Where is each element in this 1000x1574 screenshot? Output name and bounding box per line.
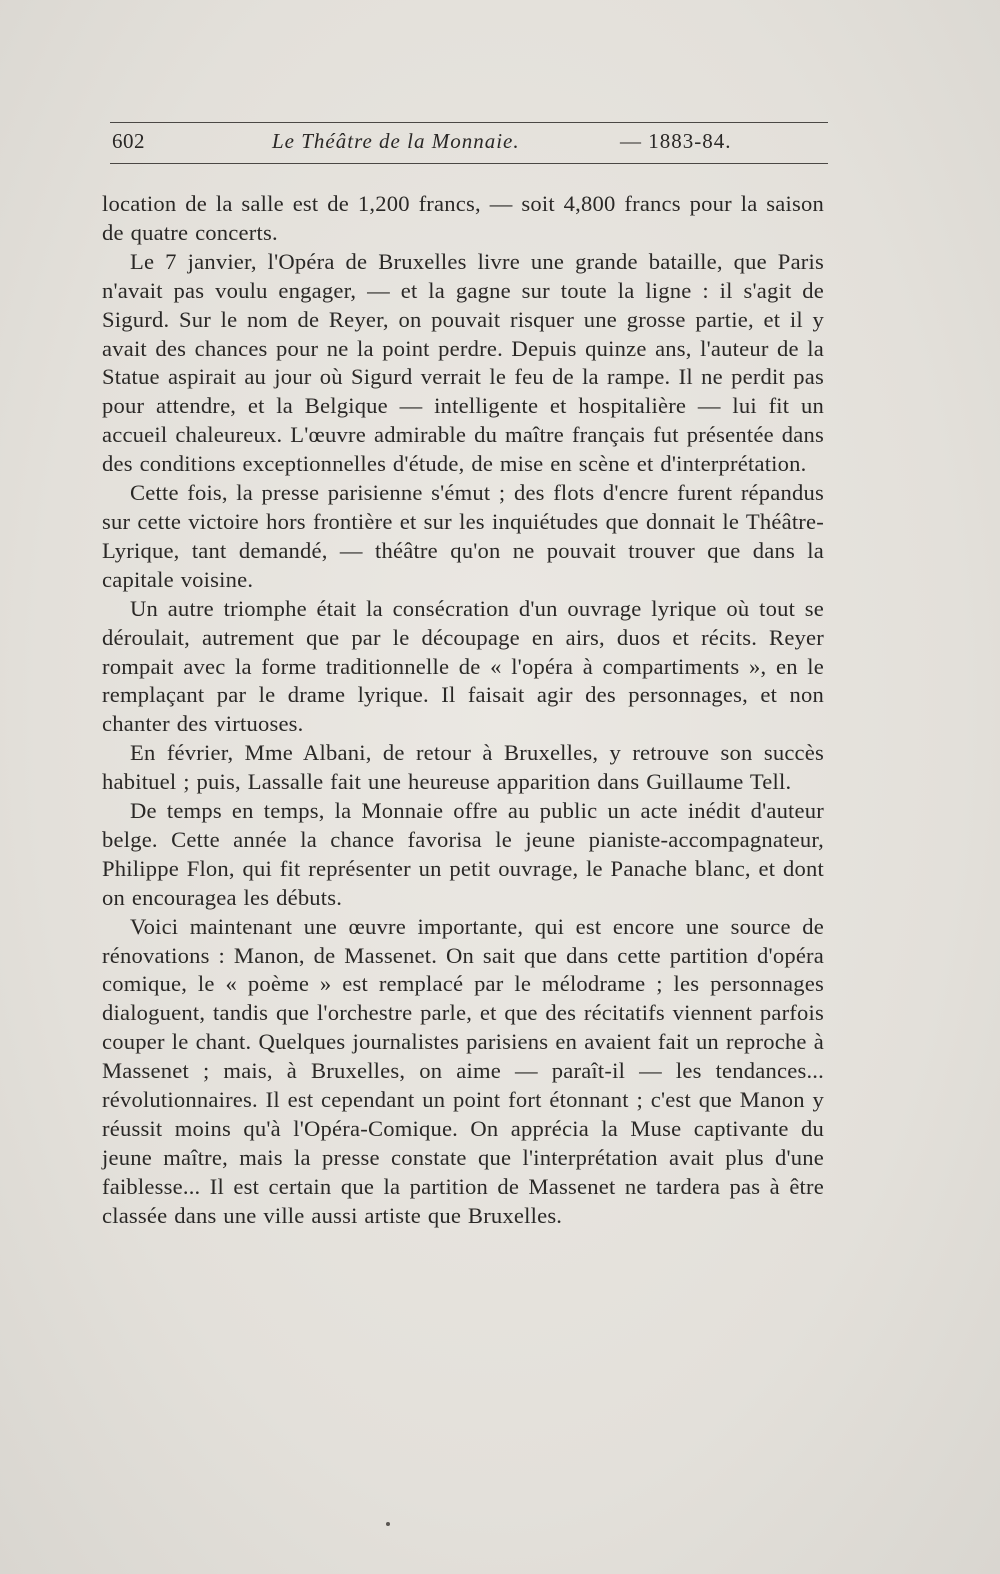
header-separator: — [620, 129, 642, 153]
paragraph-7: Voici maintenant une œuvre importante, qui est encore une source de rénovations : Manon, de Massenet. On sait que dans cette partition d'opéra comique, le « poème » est remplacé par le mélodrame ; les personnages dialoguent, tandis que l'orchestre parle, et que des récitatifs viennent parfois couper le chant. Quelques journalistes parisiens en avaient fait un reproche à Massenet ; mais, à Bruxelles, on aime — paraît-il — les tendances... révolutionnaires. Il est cependant un point fort étonnant ; c'est que Manon y réussit moins qu'à l'Opéra-Comique. On apprécia la Muse captivante du jeune maître, mais la presse constate que l'interprétation avait plus d'une faiblesse... Il est certain que la partition de Massenet ne tardera pas à être classée dans une ville aussi artiste que Bruxelles. [102, 913, 824, 1228]
paragraph-6: De temps en temps, la Monnaie offre au public un acte inédit d'auteur belge. Cette année la chance favorisa le jeune pianiste-accompagnateur, Philippe Flon, qui fit représenter un petit ouvrage, le Panache blanc, et dont on encouragea les débuts. [102, 798, 824, 910]
running-header [110, 122, 828, 164]
body-text [102, 190, 824, 1231]
running-title: Le Théâtre de la Monnaie. [272, 129, 520, 153]
header-year: 1883-84. [648, 129, 732, 153]
paragraph-3: Cette fois, la presse parisienne s'émut ; des flots d'encre furent répandus sur cette victoire hors frontière et sur les inquiétudes que donnait le Théâtre-Lyrique, tant demandé, — théâtre qu'on ne pouvait trouver que dans la capitale voisine. [102, 480, 824, 592]
paragraph-4: Un autre triomphe était la consécration d'un ouvrage lyrique où tout se déroulait, autrement que par le découpage en airs, duos et récits. Reyer rompait avec la forme traditionnelle de « l'opéra à compartiments », en le remplaçant par le drame lyrique. Il faisait agir des personnages, et non chanter des virtuoses. [102, 595, 824, 737]
paragraph-1: location de la salle est de 1,200 francs, — soit 4,800 francs pour la saison de quatre concerts. [102, 191, 824, 245]
page-number: 602 [112, 129, 145, 153]
running-year [620, 129, 732, 154]
paragraph-5: En février, Mme Albani, de retour à Bruxelles, y retrouve son succès habituel ; puis, Lassalle fait une heureuse apparition dans Guillaume Tell. [102, 740, 824, 795]
paragraph-2: Le 7 janvier, l'Opéra de Bruxelles livre une grande bataille, que Paris n'avait pas voulu engager, — et la gagne sur toute la ligne : il s'agit de Sigurd. Sur le nom de Reyer, on pouvait risquer une grosse partie, et il y avait des chances pour ne la point perdre. Depuis quinze ans, l'auteur de la Statue aspirait au jour où Sigurd verrait le feu de la rampe. Il ne perdit pas pour attendre, et la Belgique — intelligente et hospitalière — lui fit un accueil chaleureux. L'œuvre admirable du maître français fut présentée dans des conditions exceptionnelles d'étude, de mise en scène et d'interprétation. [102, 248, 824, 477]
ink-speck [386, 1522, 390, 1526]
